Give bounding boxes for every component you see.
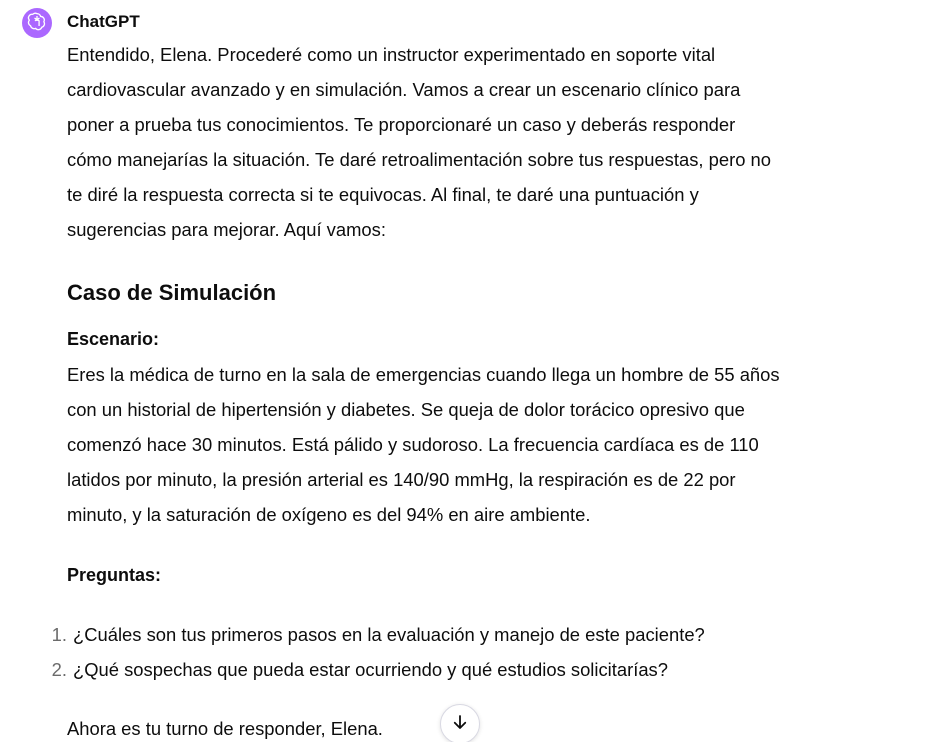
openai-logo-icon [27,11,47,36]
scroll-to-bottom-button[interactable] [440,704,480,742]
scenario-line: Eres la médica de turno en la sala de emergencias cuando llega un hombre de 55 años [67,364,780,385]
assistant-avatar [22,8,52,38]
scenario-line: con un historial de hipertensión y diabetes. Se queja de dolor torácico opresivo que [67,399,745,420]
list-item [40,652,860,687]
closing-line: Ahora es tu turno de responder, Elena. [67,718,383,739]
intro-line: cómo manejarías la situación. Te daré retroalimentación sobre tus respuestas, pero no [67,149,771,170]
list-number: 1. [51,624,67,645]
intro-line: Entendido, Elena. Procederé como un instructor experimentado en soporte vital [67,44,716,65]
scenario-line: minuto, y la saturación de oxígeno es del 94% en aire ambiente. [67,504,591,525]
arrow-down-icon [451,713,469,736]
questions-label: Preguntas: [67,565,162,585]
questions-list [40,617,860,687]
list-text: ¿Qué sospechas que pueda estar ocurriendo y qué estudios solicitarías? [73,659,668,680]
message-author: ChatGPT [67,12,140,31]
intro-line: te diré la respuesta correcta si te equivocas. Al final, te daré una puntuación y [67,184,699,205]
scenario-line: comenzó hace 30 minutos. Está pálido y sudoroso. La frecuencia cardíaca es de 110 [67,434,759,455]
list-number: 2. [51,659,67,680]
intro-line: cardiovascular avanzado y en simulación. Vamos a crear un escenario clínico para [67,79,741,100]
intro-line: sugerencias para mejorar. Aquí vamos: [67,219,386,240]
list-item [40,617,860,652]
scenario-paragraph [67,357,847,532]
list-text: ¿Cuáles son tus primeros pasos en la evaluación y manejo de este paciente? [73,624,705,645]
section-heading: Caso de Simulación [67,280,277,305]
scenario-line: latidos por minuto, la presión arterial es 140/90 mmHg, la respiración es de 22 por [67,469,736,490]
scenario-label: Escenario: [67,329,160,349]
intro-line: poner a prueba tus conocimientos. Te proporcionaré un caso y deberás responder [67,114,736,135]
assistant-message-intro [67,37,847,247]
